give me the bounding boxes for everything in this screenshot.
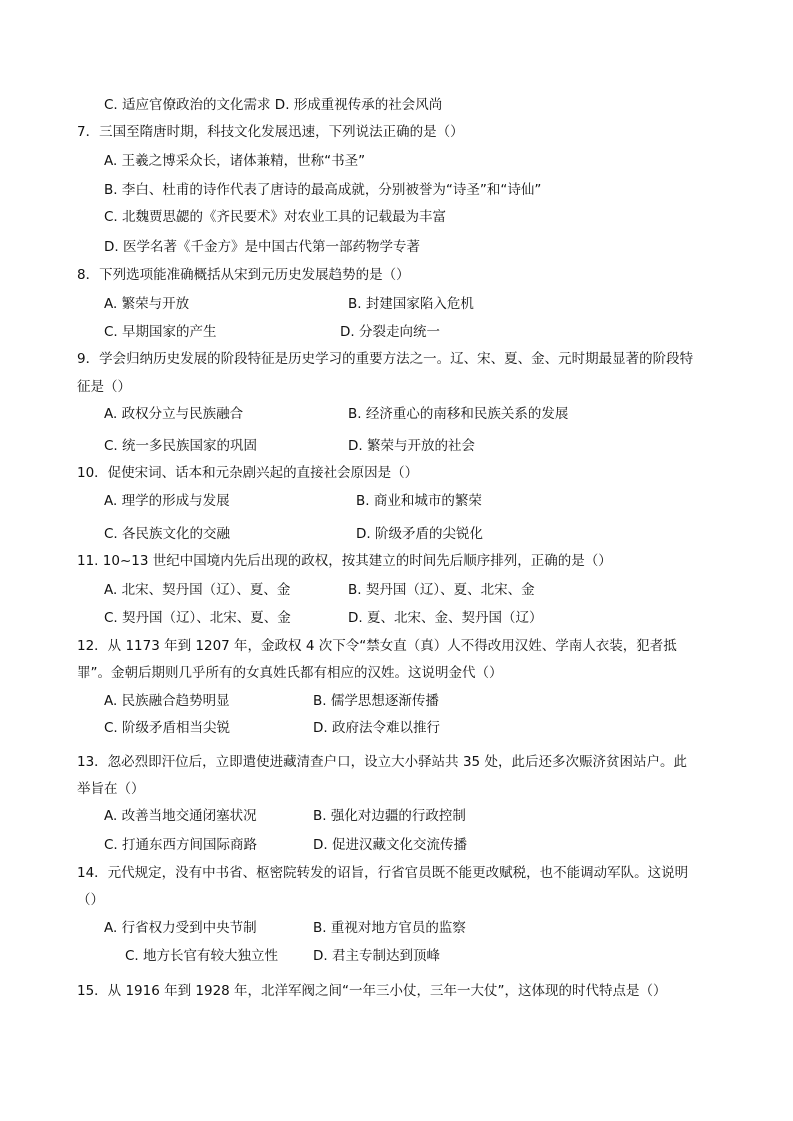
q8-option-d: D. 分裂走向统一 — [340, 324, 440, 340]
q9-stem-line1: 9．学会归纳历史发展的阶段特征是历史学习的重要方法之一。辽、宋、夏、金、元时期最显著的阶段特 — [77, 351, 694, 367]
q7-option-b: B. 李白、杜甫的诗作代表了唐诗的最高成就，分别被誉为“诗圣”和“诗仙” — [104, 182, 542, 198]
q11-option-d: D. 夏、北宋、金、契丹国（辽） — [348, 610, 543, 626]
q9-option-c: C. 统一多民族国家的巩固 — [104, 438, 258, 454]
q10-option-d: D. 阶级矛盾的尖锐化 — [356, 526, 483, 542]
q9-option-a: A. 政权分立与民族融合 — [104, 406, 244, 422]
q9-option-d: D. 繁荣与开放的社会 — [348, 438, 475, 454]
q12-stem-line1: 12．从 1173 年到 1207 年，金政权 4 次下令“禁女直（真）人不得改用汉姓、学南人衣装，犯者抵 — [77, 638, 677, 654]
q14-option-b: B. 重视对地方官员的监察 — [313, 920, 466, 936]
q12-option-d: D. 政府法令难以推行 — [313, 720, 440, 736]
q13-option-c: C. 打通东西方间国际商路 — [104, 837, 258, 853]
q13-stem-line2: 举旨在（） — [77, 781, 145, 797]
q11-stem: 11. 10~13 世纪中国境内先后出现的政权，按其建立的时间先后顺序排列，正确的是（） — [77, 553, 612, 569]
q6-options-cd: C. 适应官僚政治的文化需求 D. 形成重视传承的社会风尚 — [104, 97, 443, 113]
q12-stem-line2: 罪”。金朝后期则几乎所有的女真姓氏都有相应的汉姓。这说明金代（） — [77, 665, 503, 681]
q10-option-b: B. 商业和城市的繁荣 — [356, 493, 482, 509]
q8-option-c: C. 早期国家的产生 — [104, 324, 217, 340]
q7-option-a: A. 王羲之博采众长，诸体兼精，世称“书圣” — [104, 153, 366, 169]
q8-option-a: A. 繁荣与开放 — [104, 296, 190, 312]
q7-option-c: C. 北魏贾思勰的《齐民要术》对农业工具的记载最为丰富 — [104, 209, 447, 225]
q8-stem: 8．下列选项能准确概括从宋到元历史发展趋势的是（） — [77, 267, 410, 283]
q10-option-a: A. 理学的形成与发展 — [104, 493, 230, 509]
q13-option-a: A. 改善当地交通闭塞状况 — [104, 808, 257, 824]
q15-stem: 15．从 1916 年到 1928 年，北洋军阀之间“一年三小仗，三年一大仗”，这体现的时代特点是（） — [77, 983, 667, 999]
q7-stem: 7．三国至隋唐时期，科技文化发展迅速，下列说法正确的是（） — [77, 124, 464, 140]
q14-stem-line1: 14．元代规定，没有中书省、枢密院转发的诏旨，行省官员既不能更改赋税，也不能调动军队。这说明 — [77, 865, 689, 881]
q14-option-a: A. 行省权力受到中央节制 — [104, 920, 257, 936]
q14-option-c: C. 地方长官有较大独立性 — [125, 948, 279, 964]
q14-stem-line2: （） — [77, 892, 104, 908]
q11-option-c: C. 契丹国（辽）、北宋、夏、金 — [104, 610, 291, 626]
q13-option-d: D. 促进汉藏文化交流传播 — [313, 837, 467, 853]
q12-option-a: A. 民族融合趋势明显 — [104, 693, 230, 709]
q11-option-a: A. 北宋、契丹国（辽）、夏、金 — [104, 582, 291, 598]
q13-stem-line1: 13．忽必烈即汗位后，立即遣使进藏清查户口，设立大小驿站共 35 处，此后还多次赈济贫困站户。此 — [77, 754, 687, 770]
q9-option-b: B. 经济重心的南移和民族关系的发展 — [348, 406, 569, 422]
q11-option-b: B. 契丹国（辽）、夏、北宋、金 — [348, 582, 535, 598]
q13-option-b: B. 强化对边疆的行政控制 — [313, 808, 466, 824]
q14-option-d: D. 君主专制达到顶峰 — [313, 948, 440, 964]
q9-stem-line2: 征是（） — [77, 379, 131, 395]
q12-option-c: C. 阶级矛盾相当尖锐 — [104, 720, 231, 736]
q8-option-b: B. 封建国家陷入危机 — [348, 296, 474, 312]
q12-option-b: B. 儒学思想逐渐传播 — [313, 693, 439, 709]
q10-option-c: C. 各民族文化的交融 — [104, 526, 231, 542]
q7-option-d: D. 医学名著《千金方》是中国古代第一部药物学专著 — [104, 239, 420, 255]
q10-stem: 10．促使宋词、话本和元杂剧兴起的直接社会原因是（） — [77, 465, 419, 481]
